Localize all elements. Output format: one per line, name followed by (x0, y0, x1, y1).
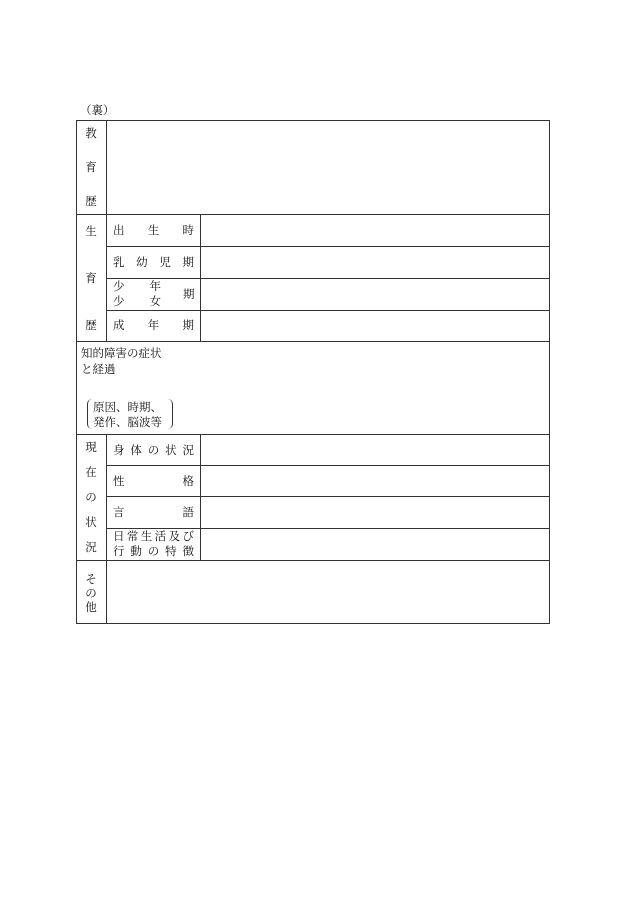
adult-label: 成 年 期 (113, 318, 194, 332)
physical-label: 身 体 の 状 況 (113, 443, 194, 457)
daily-label-line2: 行 動 の 特 徴 (113, 544, 194, 558)
subrow-divider (106, 465, 550, 466)
other-label: そ の 他 (85, 572, 97, 614)
symptoms-label-line2: と経過 (81, 362, 116, 376)
youth-field[interactable] (202, 280, 548, 309)
language-field[interactable] (202, 498, 548, 527)
daily-label-line1: 日 常 生 活 及 び (113, 529, 194, 543)
current-label: 現 在 の 状 況 (85, 440, 97, 554)
physical-field[interactable] (202, 436, 548, 464)
adult-field[interactable] (202, 312, 548, 340)
column-divider (200, 214, 201, 341)
column-divider (200, 434, 201, 560)
personality-field[interactable] (202, 467, 548, 495)
youth-label-line2: 少 女 (113, 294, 161, 308)
upbringing-label: 生 育 歴 (85, 224, 97, 332)
daily-field[interactable] (202, 530, 548, 558)
infancy-field[interactable] (202, 248, 548, 277)
symptoms-note-line1: 原因、時期、 (93, 400, 162, 414)
subrow-divider (106, 246, 550, 247)
education-field[interactable] (108, 122, 548, 212)
symptoms-note-line2: 発作、脳波等 (93, 415, 162, 429)
column-divider (106, 120, 107, 214)
page-side-label: （裏） (80, 103, 115, 117)
row-divider (76, 341, 550, 342)
subrow-divider (106, 496, 550, 497)
symptoms-field[interactable] (180, 343, 548, 432)
column-divider (106, 560, 107, 624)
row-divider (76, 560, 550, 561)
column-divider (106, 434, 107, 560)
row-divider (76, 214, 550, 215)
education-label: 教 育 歴 (85, 126, 97, 208)
other-field[interactable] (108, 562, 548, 622)
subrow-divider (106, 310, 550, 311)
birth-label: 出 生 時 (113, 223, 194, 237)
youth-label-period: 期 (183, 287, 195, 301)
language-label: 言 語 (113, 505, 194, 519)
column-divider (106, 214, 107, 341)
row-divider (76, 434, 550, 435)
personality-label: 性 格 (113, 474, 194, 488)
subrow-divider (106, 278, 550, 279)
infancy-label: 乳 幼 児 期 (113, 255, 194, 269)
birth-field[interactable] (202, 216, 548, 245)
symptoms-label-line1: 知的障害の症状 (81, 346, 162, 360)
youth-label-line1: 少 年 (113, 279, 161, 293)
